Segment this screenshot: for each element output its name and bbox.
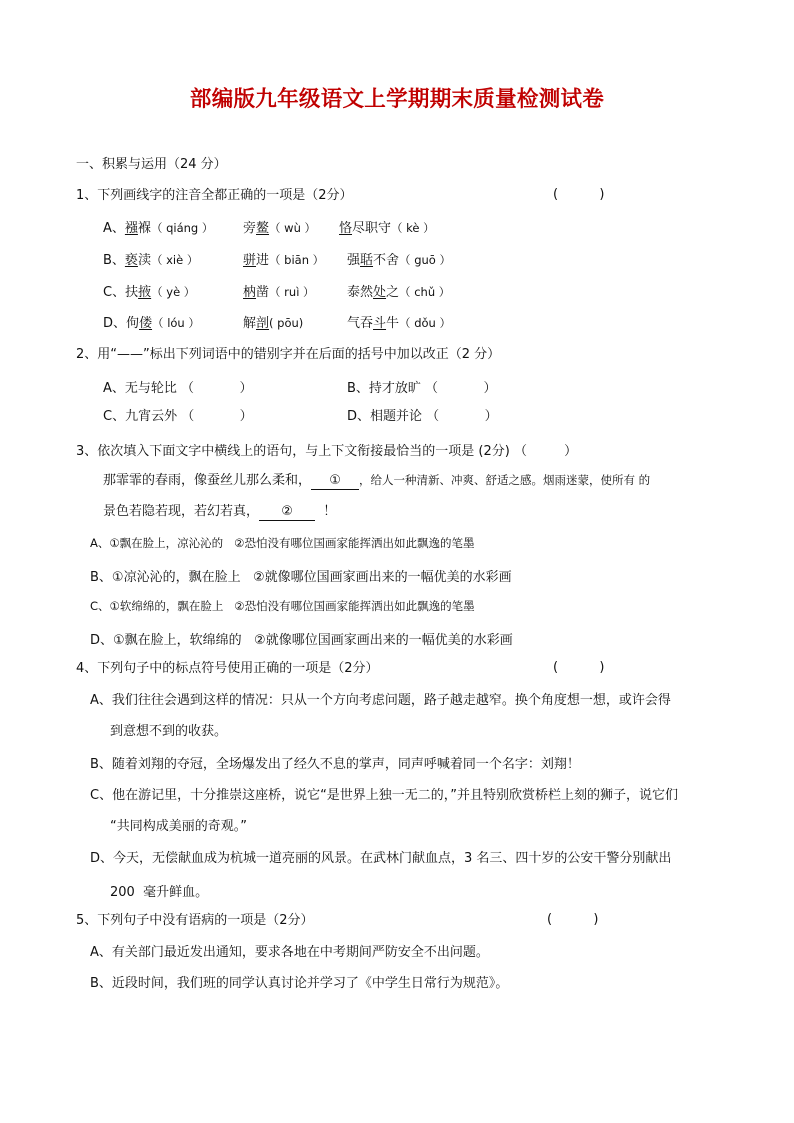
q1-option-c-word2: 枘凿（ ruì ） — [243, 285, 315, 300]
q1-option-d-word2: 解剖( pōu) — [243, 316, 304, 331]
question-4-stem: 4、下列句子中的标点符号使用正确的一项是（2分） — [76, 661, 379, 676]
question-4-answer-paren: ( ) — [553, 660, 605, 675]
q1-option-b-word3: 强聒不舍（ guō ） — [347, 253, 451, 268]
q4-option-c-line-1: C、他在游记里，十分推崇这座桥，说它“是世界上独一无二的，”并且特别欣赏桥栏上刻的狮子，说它们 — [90, 788, 679, 803]
question-2-stem: 2、用“——”标出下列词语中的错别字并在后面的括号中加以改正（2 分） — [76, 347, 501, 362]
question-1-answer-paren: ( ) — [553, 187, 605, 202]
q4-option-b: B、随着刘翔的夺冠，全场爆发出了经久不息的掌声，同声呼喊着同一个名字：刘翔！ — [90, 757, 580, 772]
q2-option-a: A、无与轮比 （ ） — [103, 381, 253, 396]
q2-option-c: C、九宵云外 （ ） — [103, 409, 253, 424]
q5-option-b: B、近段时间，我们班的同学认真讨论并学习了《中学生日常行为规范》。 — [90, 976, 509, 991]
q5-option-a: A、有关部门最近发出通知，要求各地在中考期间严防安全不出问题。 — [90, 945, 489, 960]
section-heading: 一、积累与运用（24 分） — [76, 157, 227, 172]
q1-option-b-word2: 骈进（ biān ） — [243, 253, 325, 268]
q3-option-a: A、①飘在脸上，凉沁沁的 ②恐怕没有哪位国画家能挥洒出如此飘逸的笔墨 — [90, 536, 475, 550]
page-title: 部编版九年级语文上学期期末质量检测试卷 — [189, 87, 605, 112]
blank-2: ② — [259, 504, 315, 521]
question-3-stem: 3、依次填入下面文字中横线上的语句，与上下文衔接最恰当的一项是 (2分) （ ） — [76, 444, 578, 459]
q1-option-a: A、襁褓（ qiáng ） — [103, 221, 214, 236]
question-5-answer-paren: ( ) — [547, 912, 599, 927]
q3-option-d: D、①飘在脸上，软绵绵的 ②就像哪位国画家画出来的一幅优美的水彩画 — [90, 633, 513, 648]
q1-option-c-word3: 泰然处之（ chǔ ） — [347, 285, 451, 300]
q2-option-d: D、相题并论 （ ） — [347, 409, 498, 424]
q4-option-c-line-2: “共同构成美丽的奇观。” — [110, 819, 247, 834]
q1-option-a-word2: 旁鳌（ wù ） — [243, 221, 317, 236]
question-5-stem: 5、下列句子中没有语病的一项是（2分） — [76, 913, 314, 928]
q3-option-c: C、①软绵绵的，飘在脸上 ②恐怕没有哪位国画家能挥洒出如此飘逸的笔墨 — [90, 599, 475, 613]
q3-passage-line-2: 景色若隐若现，若幻若真， ② ！ — [103, 504, 337, 519]
q1-option-c: C、扶掖（ yè ） — [103, 285, 196, 300]
q4-option-a-line-1: A、我们往往会遇到这样的情况：只从一个方向考虑问题，路子越走越窄。换个角度想一想，或许会得 — [90, 693, 671, 708]
q1-option-b: B、亵渎（ xiè ） — [103, 253, 199, 268]
q2-option-b: B、持才放旷 （ ） — [347, 381, 497, 396]
question-1-stem: 1、下列画线字的注音全都正确的一项是（2分） — [76, 188, 353, 203]
q3-option-b: B、①凉沁沁的，飘在脸上 ②就像哪位国画家画出来的一幅优美的水彩画 — [90, 570, 512, 585]
q1-option-a-word3: 恪尽职守（ kè ） — [339, 221, 435, 236]
q4-option-d-line-1: D、今天，无偿献血成为杭城一道亮丽的风景。在武林门献血点，3 名三、四十岁的公安干警分别献出 — [90, 851, 672, 866]
q1-option-d: D、佝偻（ lóu ） — [103, 316, 200, 331]
q3-passage-line-1: 那霏霏的春雨，像蚕丝儿那么柔和， ① ，给人一种清新、冲爽、舒适之感。烟雨迷蒙，使所有 的 — [103, 473, 651, 488]
q4-option-a-line-2: 到意想不到的收获。 — [110, 724, 228, 739]
q1-option-d-word3: 气吞斗牛（ dǒu ） — [347, 316, 451, 331]
blank-1: ① — [311, 473, 359, 490]
q4-option-d-line-2: 200 毫升鲜血。 — [110, 885, 209, 900]
